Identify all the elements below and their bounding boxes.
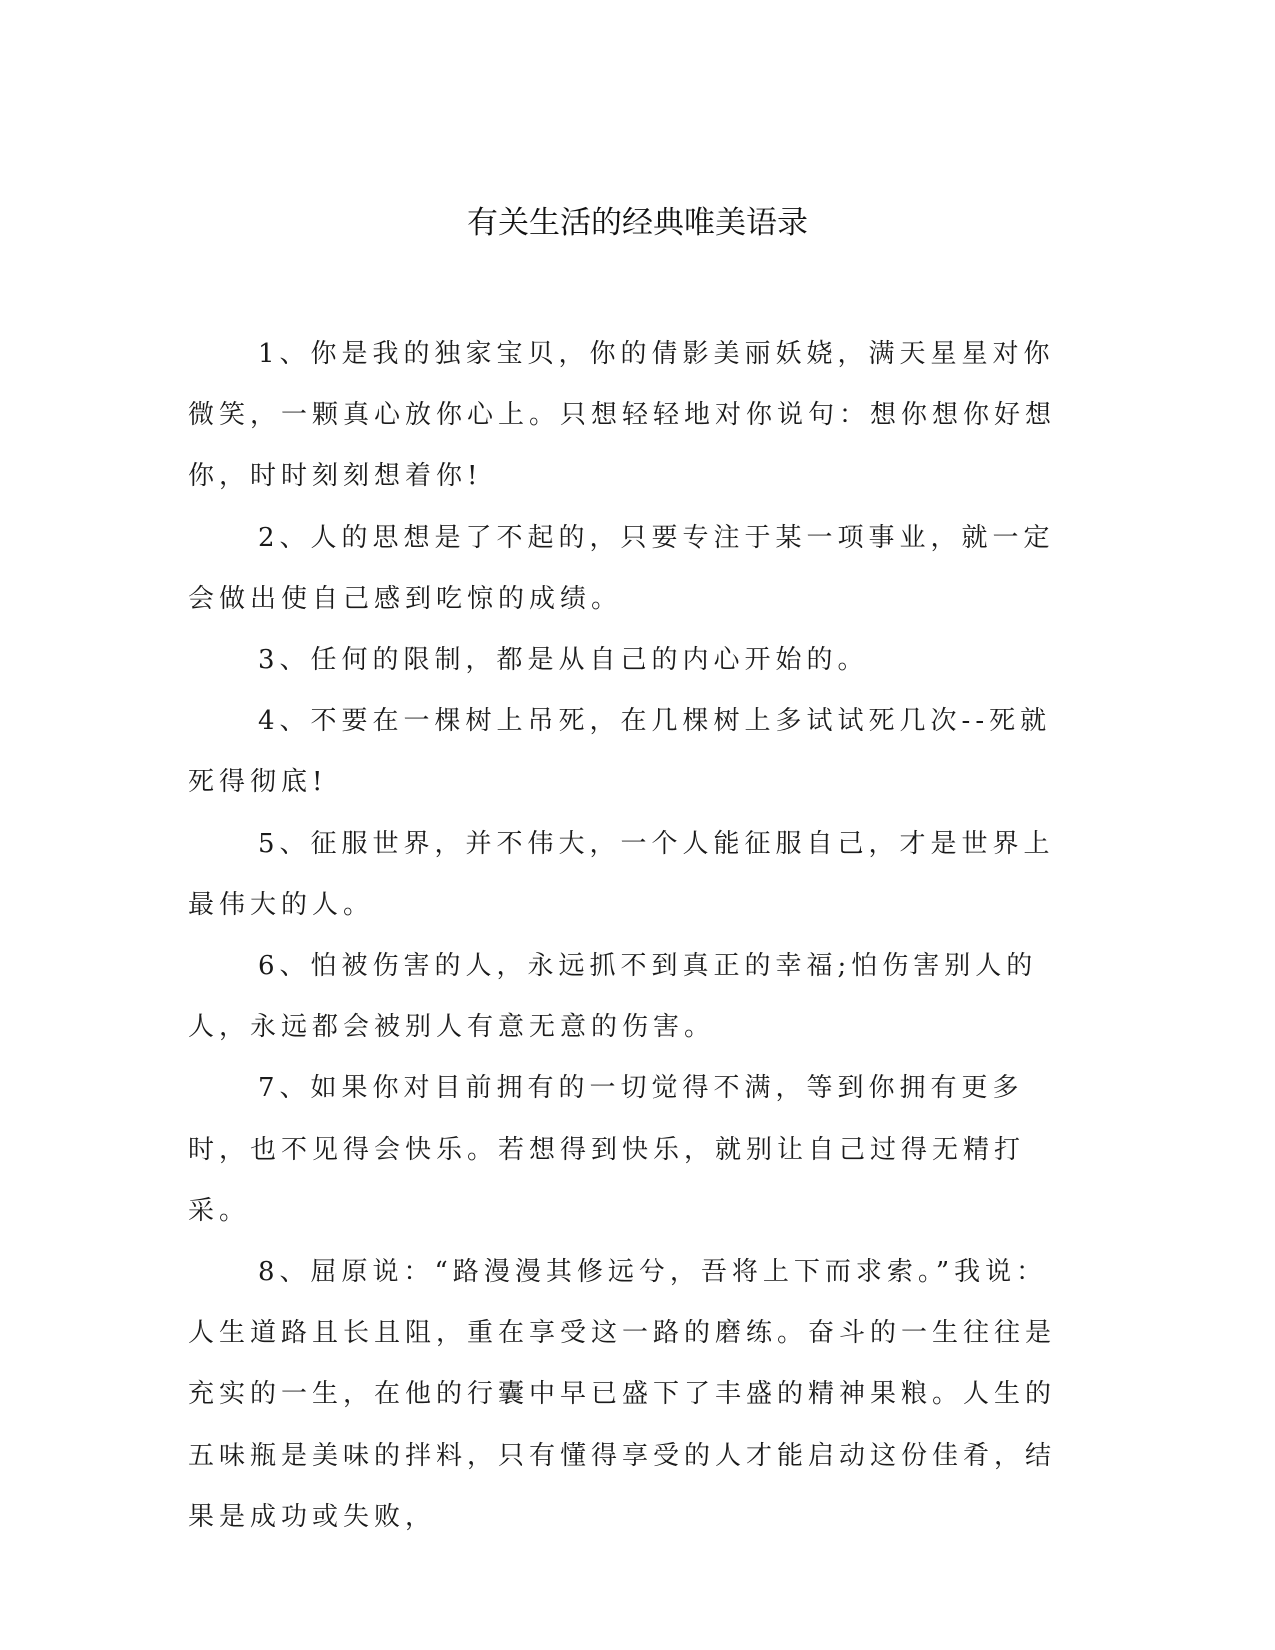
quote-paragraph-7: 7、如果你对目前拥有的一切觉得不满，等到你拥有更多时，也不见得会快乐。若想得到快乐，就别让自己过得无精打采。	[188, 1073, 1026, 1226]
quote-paragraph-2: 2、人的思想是了不起的，只要专注于某一项事业，就一定会做出使自己感到吃惊的成绩。	[188, 522, 1055, 614]
quote-paragraph-5: 5、征服世界，并不伟大，一个人能征服自己，才是世界上最伟大的人。	[188, 828, 1055, 920]
quote-paragraph-1: 1、你是我的独家宝贝，你的倩影美丽妖娆，满天星星对你微笑，一颗真心放你心上。只想轻轻地对你说句：想你想你好想你，时时刻刻想着你!	[188, 339, 1057, 492]
quote-paragraph-6: 6、怕被伤害的人，永远抓不到真正的幸福;怕伤害别人的人，永远都会被别人有意无意的伤害。	[188, 951, 1038, 1043]
document-title: 有关生活的经典唯美语录	[467, 205, 808, 241]
document-body	[188, 324, 1064, 1548]
quote-paragraph-8: 8、屈原说：“路漫漫其修远兮，吾将上下而求索。”我说：人生道路且长且阻，重在享受这一路的磨练。奋斗的一生往往是充实的一生，在他的行囊中早已盛下了丰盛的精神果粮。人生的五味瓶是美味的拌料，只有懂得享受的人才能启动这份佳肴，结果是成功或失败，	[188, 1257, 1057, 1532]
quote-paragraph-3: 3、任何的限制，都是从自己的内心开始的。	[258, 645, 869, 676]
quote-paragraph-4: 4、不要在一棵树上吊死，在几棵树上多试试死几次--死就死得彻底!	[188, 706, 1052, 798]
